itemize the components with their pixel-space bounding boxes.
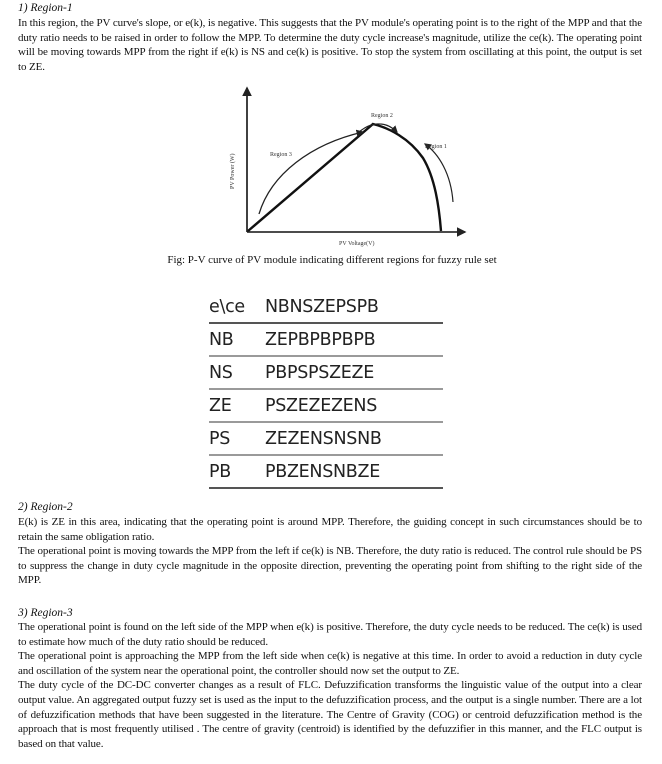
region3-body: [18, 620, 642, 751]
row-cells: PBZENSNBZE: [265, 461, 380, 482]
fuzzy-rule-table: [209, 291, 443, 489]
table-row: [209, 422, 443, 455]
pv-curve-figure: [201, 82, 473, 250]
region3-paragraph-3: The duty cycle of the DC-DC converter changes as a result of FLC. Defuzzification transforms the linguistic value of the output into a clear output value. An aggregated output fuzzy set is used as the input to the defuzzification process, and the output is a single number. There are a lot of defuzzification methods that have been suggested in the literature. The Centre of Gravity (COG) or centroid defuzzification method is the approach that is most frequently utilised . The centre of gravity (centroid) is identified by the defuzzifier in this manner, and the FLC output is based on that value.: [18, 679, 642, 750]
header-cells: NBNSZEPSPB: [265, 296, 379, 317]
region2-body: [18, 515, 642, 588]
region2-heading: 2) Region-2: [18, 501, 73, 513]
region1-label: Region 1: [425, 144, 447, 150]
region1-paragraph: In this region, the PV curve's slope, or e(k), is negative. This suggests that the PV module's operating point is to the right of the MPP and that the duty ratio needs to be raised in order to follow the MPP. To determine the duty cycle increase's magnitude, utilize the ce(k). The operating point will be moving towards MPP from the right if e(k) is NS and ce(k) is positive. To stop the system from oscillating at this point, the output is set to ZE.: [18, 17, 642, 73]
pv-curve-svg: [201, 82, 473, 250]
pv-curve: [248, 124, 441, 231]
row-cells: ZEZENSNSNB: [265, 428, 382, 449]
row-cells: PBPSPSZEZE: [265, 362, 374, 383]
region3-label: Region 3: [270, 152, 292, 158]
row-label: ZE: [209, 395, 232, 416]
y-axis-label: PV Power (W): [230, 153, 236, 189]
region3-arrow: [259, 132, 363, 214]
row-label: PS: [209, 428, 231, 449]
row-label: NS: [209, 362, 233, 383]
row-label: NB: [209, 329, 234, 350]
region3-paragraph-1: The operational point is found on the left side of the MPP when e(k) is positive. Therefore, the duty cycle needs to be reduced. The ce(k) is used to estimate how much of the duty ratio should be reduced.: [18, 621, 642, 648]
figure-caption: Fig: P-V curve of PV module indicating different regions for fuzzy rule set: [167, 254, 497, 266]
table-row: [209, 323, 443, 356]
region3-heading: 3) Region-3: [18, 607, 73, 619]
row-label: PB: [209, 461, 231, 482]
region2-paragraph-1: E(k) is ZE in this area, indicating that the operating point is around MPP. Therefore, the guiding concept in such circumstances should be to retain the same obligation ratio.: [18, 516, 642, 543]
table-header-row: [209, 291, 443, 323]
row-cells: ZEPBPBPBPB: [265, 329, 376, 350]
row-cells: PSZEZEZENS: [265, 395, 377, 416]
region1-heading: 1) Region-1: [18, 2, 73, 14]
header-label: e\ce: [209, 296, 245, 317]
table-row: [209, 389, 443, 422]
region2-paragraph-2: The operational point is moving towards the MPP from the left if ce(k) is NB. Therefore, the duty ratio is reduced. The control rule should be PS to suppress the change in duty cycle magnitude in the opposite direction, preventing the operating point from shifting to the right side of the MPP.: [18, 545, 642, 587]
table-row: [209, 356, 443, 389]
x-axis-label: PV Voltage(V): [339, 241, 375, 247]
region3-paragraph-2: The operational point is approaching the MPP from the left side when ce(k) is negative at this time. In order to avoid a reduction in duty cycle and oscillation of the system near the operational point, the controller should now set the output to ZE.: [18, 650, 642, 677]
region2-label: Region 2: [371, 113, 393, 119]
table-row: [209, 455, 443, 488]
